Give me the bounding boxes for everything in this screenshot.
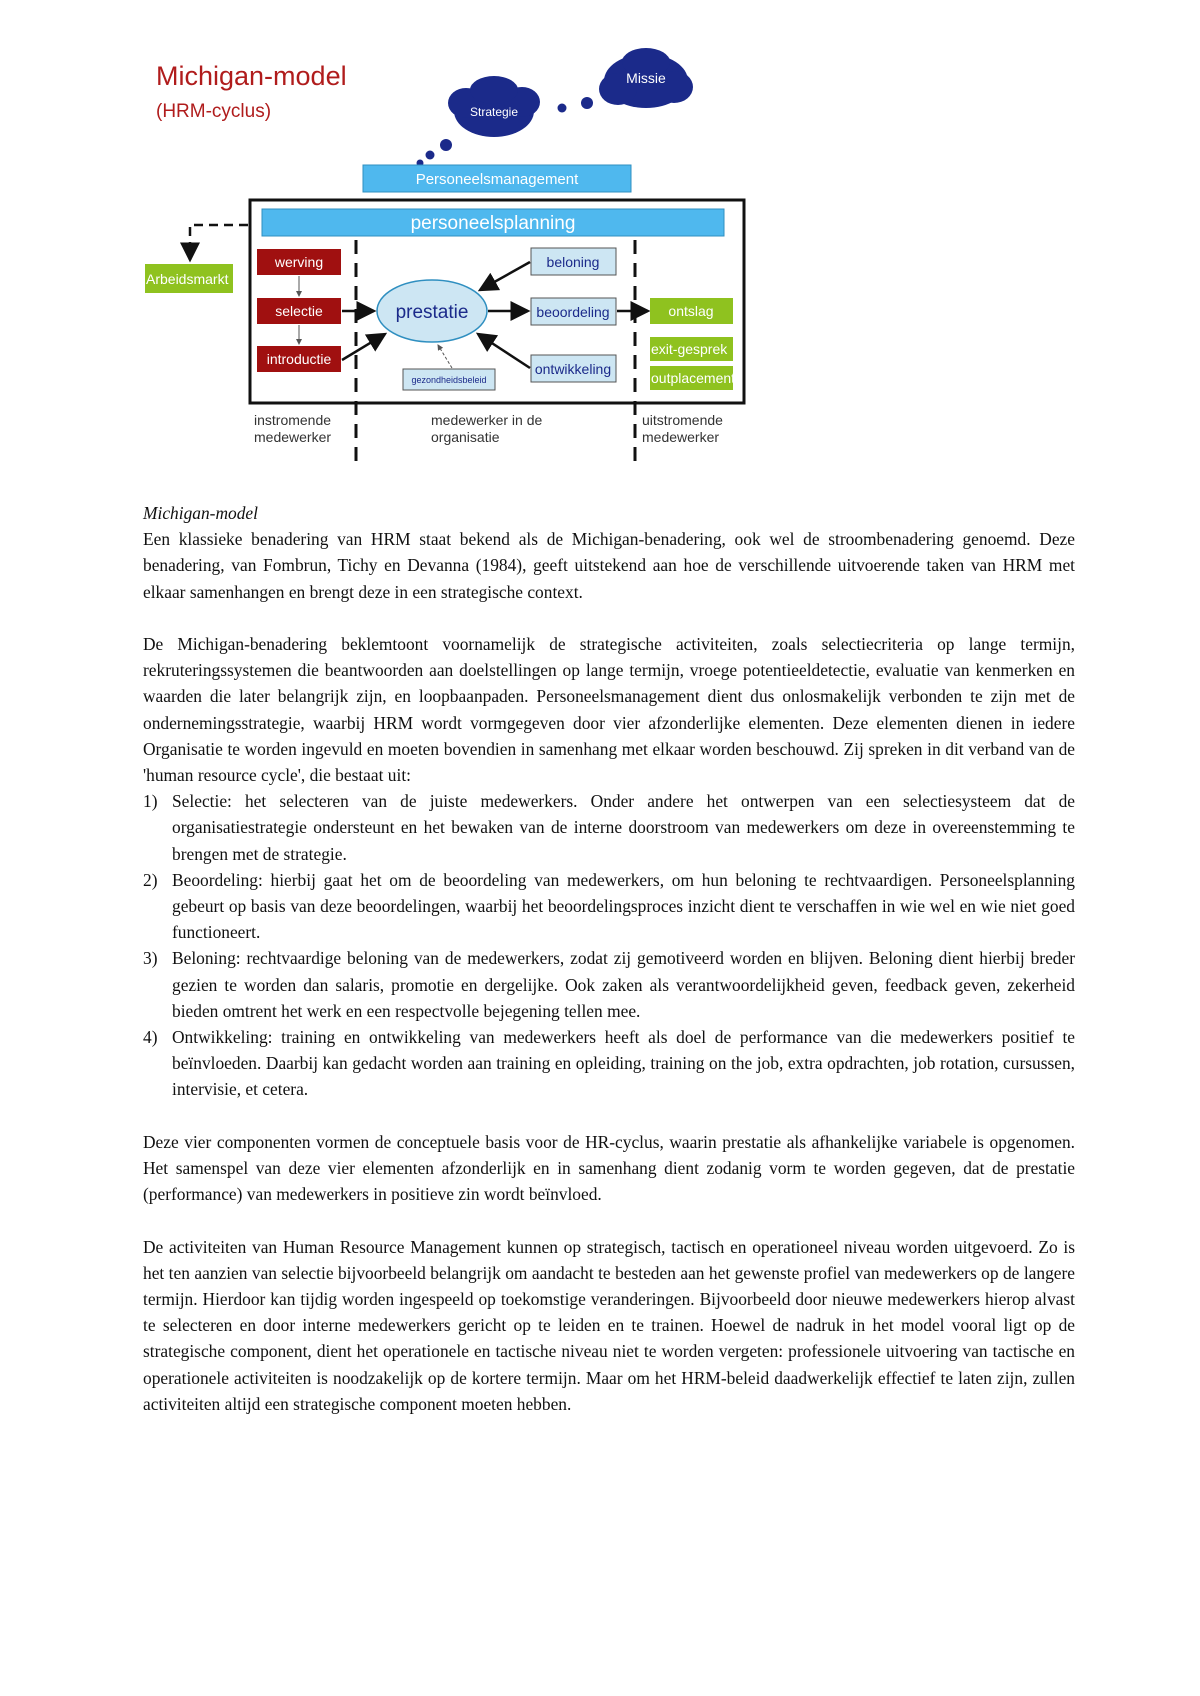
paragraph-gap	[143, 605, 1075, 631]
inflow-caption-line1: instromende	[254, 412, 332, 428]
planning-to-labor-market-connector	[190, 225, 248, 260]
list-number: 4)	[143, 1027, 158, 1048]
paragraph-gap	[143, 1207, 1075, 1233]
introduction-label: introductie	[266, 351, 332, 367]
list-text: Beloning: rechtvaardige beloning van de medewerkers, zodat zij gemotiveerd worden en blijven. Beloning dient hierbij breder gezien te worden dan salaris, promotie en dergelijke. Ook zaken als verantwoordelijkheid geven, feedback geven, zekerheid bieden omtrent het werk en een respectvolle bejegening tellen mee.	[172, 948, 1075, 1021]
introduction-to-performance-arrow	[342, 334, 385, 360]
performance-label: prestatie	[395, 302, 469, 323]
selection-label: selectie	[275, 303, 323, 319]
mission-label: Missie	[626, 70, 666, 86]
paragraph-gap	[143, 1103, 1075, 1129]
labor-market-label: Arbeidsmarkt	[146, 271, 229, 287]
list-number: 3)	[143, 948, 158, 969]
list-text: Beoordeling: hierbij gaat het om de beoordeling van medewerkers, om hun beloning te rechtvaardigen. Personeelsplanning gebeurt op basis van deze beoordelingen, waarbij het beoordelingsproces inzicht dient te verschaffen in wie wel en wie niet goed functioneert.	[172, 869, 1075, 943]
personnel-planning-label: personeelsplanning	[410, 213, 576, 234]
strategy-cloud	[448, 76, 540, 137]
outplacement-label: outplacement	[651, 370, 736, 386]
list-number: 1)	[143, 791, 158, 812]
outflow-caption-line2: medewerker	[642, 429, 720, 445]
list-item	[143, 788, 1075, 867]
paragraph-components: Deze vier componenten vormen de conceptuele basis voor de HR-cyclus, waarin prestatie als afhankelijke variabele is opgenomen. Het samenspel van deze vier elementen afzonderlijk en in samenhang dient zodanig vorm te worden gegeven, dat de prestatie (performance) van medewerkers in positieve zin wordt beïnvloed.	[143, 1131, 1075, 1205]
document-body	[143, 500, 1075, 1417]
paragraph-intro: Een klassieke benadering van HRM staat bekend als de Michigan-benadering, ook wel de stroombenadering genoemd. Deze benadering, van Fombrun, Tichy en Devanna (1984), geeft uitstekend aan hoe de verschillende uitvoerende taken van HRM met elkaar samenhangen en brengt deze in een strategische context.	[143, 529, 1075, 602]
michigan-model-diagram	[0, 0, 1200, 480]
list-text: Selectie: het selecteren van de juiste medewerkers. Onder andere het ontwerpen van een selectiesysteem dat de organisatiestrategie ondersteunt en het bewaken van de interne doorstroom van medewerkers om deze in overeenstemming te brengen met de strategie.	[172, 791, 1075, 864]
inflow-caption-line2: medewerker	[254, 429, 332, 445]
health-to-performance-arrow	[438, 345, 452, 368]
paragraph-approach: De Michigan-benadering beklemtoont voornamelijk de strategische activiteiten, zoals selectiecriteria op lange termijn, rekruteringssystemen die beantwoorden aan doelstellingen op lange termijn, vroege potentieeldetectie, evaluatie van kenmerken en waarden die later belangrijk zijn, en loopbaanpaden. Personeelsmanagement dient dus onlosmakelijk verbonden te zijn met de ondernemingsstrategie, waarbij HRM wordt vormgegeven door vier afzonderlijke elementen. Deze elementen dienen in iedere Organisatie te worden ingevuld en moeten bovendien in samenhang met elkaar worden beschouwd. Zij spreken in dit verband van de 'human resource cycle', die bestaat uit:	[143, 634, 1075, 786]
recruitment-label: werving	[274, 254, 324, 270]
paragraph-levels: De activiteiten van Human Resource Management kunnen op strategisch, tactisch en operationeel niveau worden uitgevoerd. Zo is het ten aanzien van selectie bijvoorbeeld belangrijk om aandacht te besteden aan het gewenste profiel van medewerkers op de langere termijn. Hierdoor kan tijdig worden ingespeeld op toekomstige veranderingen. Bijvoorbeeld door nieuwe medewerkers hierop alvast te selecteren en door interne medewerkers gericht op te leiden en te trainen. Hoewel de nadruk in het model vooral ligt op de strategische component, dient het operationele en tactische niveau niet te worden vergeten: professionele uitvoering van tactische en operationele activiteiten is noodzakelijk op de kortere termijn. Maar om het HRM-beleid daadwerkelijk effectief te laten zijn, zullen activiteiten altijd een strategische component moeten hebben.	[143, 1236, 1075, 1414]
list-item	[143, 867, 1075, 946]
exit-interview-label: exit-gesprek	[651, 341, 728, 357]
employee-caption-line2: organisatie	[431, 429, 500, 445]
appraisal-label: beoordeling	[536, 304, 610, 320]
personnel-management-label: Personeelsmanagement	[415, 171, 579, 188]
section-heading: Michigan-model	[143, 503, 258, 523]
development-label: ontwikkeling	[534, 361, 612, 377]
health-policy-label: gezondheidsbeleid	[411, 375, 487, 385]
list-item	[143, 1024, 1075, 1103]
strategy-label: Strategie	[469, 105, 519, 119]
dismissal-label: ontslag	[668, 303, 714, 319]
reward-to-performance-arrow	[480, 262, 530, 290]
list-item	[143, 945, 1075, 1024]
hr-cycle-list	[143, 788, 1075, 1102]
diagram-subtitle: (HRM-cyclus)	[156, 101, 272, 122]
list-text: Ontwikkeling: training en ontwikkeling van medewerkers heeft als doel de performance van die medewerkers positief te beïnvloeden. Daarbij kan gedacht worden aan training en opleiding, training on the job, extra opdrachten, job rotation, cursussen, intervisie, et cetera.	[172, 1027, 1075, 1100]
development-to-performance-arrow	[478, 334, 530, 368]
list-number: 2)	[143, 869, 158, 890]
diagram-title: Michigan-model	[156, 61, 347, 91]
reward-label: beloning	[546, 254, 600, 270]
outflow-caption-line1: uitstromende	[642, 412, 723, 428]
employee-caption-line1: medewerker in de	[431, 412, 543, 428]
mission-cloud	[599, 48, 693, 108]
